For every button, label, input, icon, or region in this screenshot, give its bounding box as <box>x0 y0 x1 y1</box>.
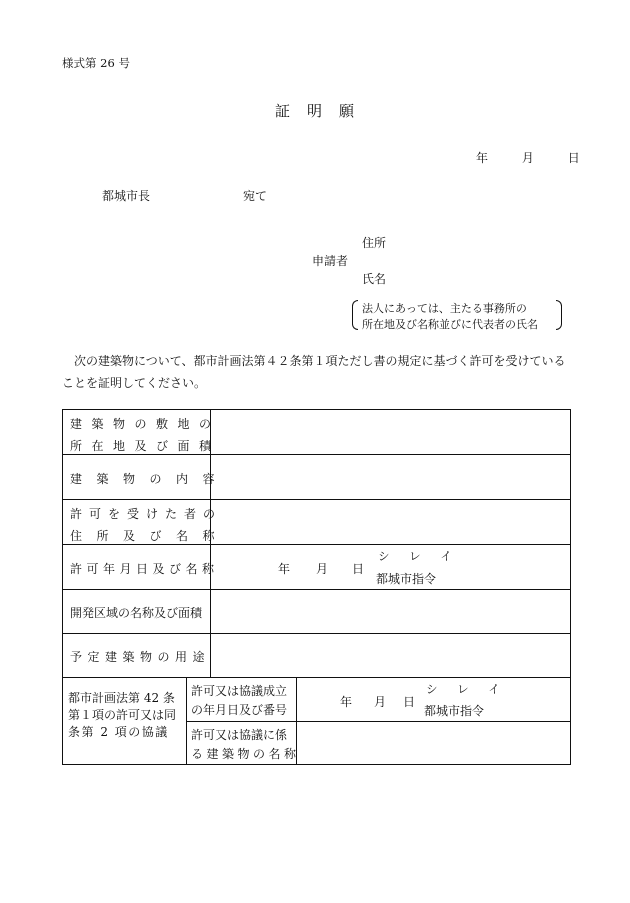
corporate-note <box>352 298 562 332</box>
corporate-note-line2: 所在地及び名称並びに代表者の氏名 <box>362 318 538 331</box>
row-article42-line1: 都市計画法第 42 条 <box>68 691 175 705</box>
request-body-text: 次の建築物について、都市計画法第４２条第１項ただし書の規定に基づく許可を受けていることを証明してください。 <box>62 354 566 390</box>
bracket-left <box>352 300 358 330</box>
row-article42-sub2-label <box>191 726 300 764</box>
row-permit-date-month: 月 <box>316 562 329 576</box>
form-number: 様式第 26 号 <box>62 56 130 70</box>
applicant-address-label: 住所 <box>362 236 387 250</box>
date-day: 日 <box>567 151 580 165</box>
row-article42-year: 年 <box>340 695 353 709</box>
row-article42-sub1-line2: の年月日及び番号 <box>191 703 288 717</box>
row-contents-label: 建築物の内容 <box>70 472 230 486</box>
row-article42-sub2-line1: 許可又は協議に係 <box>191 728 288 742</box>
addressee-suffix: 宛て <box>243 189 268 203</box>
document-title: 証明願 <box>275 102 372 120</box>
bracket-right <box>556 300 562 330</box>
row-site-label <box>70 415 221 454</box>
addressee-name: 都城市長 <box>102 189 151 203</box>
row-permit-holder-label <box>70 505 229 544</box>
row-permit-date-day: 日 <box>352 562 365 576</box>
row-article42-label <box>68 690 176 741</box>
row-article42-line2: 第１項の許可又は同 <box>68 708 177 722</box>
row-permit-date-label: 許可年月日及び名称 <box>70 562 219 576</box>
date-line <box>476 149 580 166</box>
row-permit-date-year: 年 <box>278 562 291 576</box>
row-site-line2: 所在地及び面積 <box>70 439 221 453</box>
row-permit-holder-line2: 住所及び名称 <box>70 529 230 543</box>
row-article42-month: 月 <box>374 695 387 709</box>
row-article42-ruby: シ レ イ <box>426 682 508 696</box>
row-article42-line3: 条第 2 項の協議 <box>68 725 169 739</box>
row-article42-day: 日 <box>403 695 416 709</box>
row-development-area-label: 開発区域の名称及び面積 <box>70 606 203 620</box>
row-permit-issuer: 都城市指令 <box>376 572 437 586</box>
date-year: 年 <box>476 151 489 165</box>
row-article42-sub1-label <box>191 682 287 720</box>
row-site-line1: 建築物の敷地の <box>70 417 221 431</box>
row-permit-ruby: シ レ イ <box>378 549 460 563</box>
corporate-note-line1: 法人にあっては、主たる事務所の <box>362 302 527 315</box>
row-article42-sub2-line2: る建築物の名称 <box>191 747 300 761</box>
row-article42-issuer: 都城市指令 <box>424 704 485 718</box>
applicant-label: 申請者 <box>312 254 349 268</box>
row-article42-sub1-line1: 許可又は協議成立 <box>191 684 288 698</box>
row-permit-holder-line1: 許可を受けた者の <box>70 507 223 521</box>
row-planned-use-label: 予定建築物の用途 <box>70 650 211 664</box>
date-month: 月 <box>521 151 534 165</box>
applicant-name-label: 氏名 <box>362 272 387 286</box>
